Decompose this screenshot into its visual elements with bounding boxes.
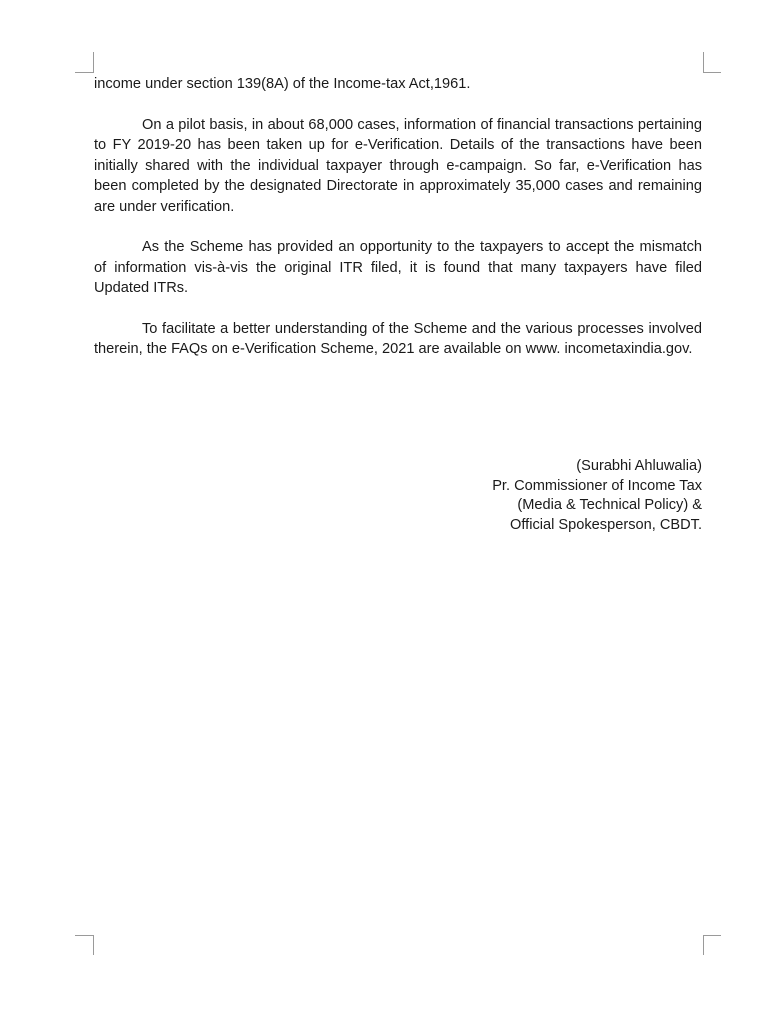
paragraph-pilot-basis: On a pilot basis, in about 68,000 cases, information of financial transactions pertaining to FY 2019-20 has been taken up for e-Verification. Details of the transactions have been initially shared with the individual taxpayer through e-campaign. So far, e-Verification has been completed by the designated Directorate in approximately 35,000 cases and remaining are under verification. [94, 116, 702, 215]
paragraph-updated-itrs: As the Scheme has provided an opportunity to the taxpayers to accept the mismatch of information vis-à-vis the original ITR filed, it is found that many taxpayers have filed Updated ITRs. [94, 239, 702, 296]
crop-mark-top-right [703, 72, 721, 73]
signatory-name: (Surabhi Ahluwalia) [576, 458, 702, 474]
signature-block [402, 457, 702, 535]
crop-mark-top-right [703, 52, 704, 72]
crop-mark-bottom-right [703, 935, 721, 936]
crop-mark-bottom-right [703, 935, 704, 955]
signatory-designation: (Media & Technical Policy) & [517, 497, 702, 513]
crop-mark-bottom-left [75, 935, 94, 936]
paragraph-continuation: income under section 139(8A) of the Income-tax Act,1961. [94, 76, 471, 92]
crop-mark-top-left [93, 52, 94, 72]
crop-mark-top-left [75, 72, 94, 73]
signatory-designation: Pr. Commissioner of Income Tax [492, 477, 702, 494]
crop-mark-bottom-left [93, 935, 94, 955]
paragraph-faqs: To facilitate a better understanding of the Scheme and the various processes involved therein, the FAQs on e-Verification Scheme, 2021 are available on www. incometaxindia.gov. [94, 320, 702, 357]
body-text [94, 74, 702, 380]
signatory-designation: Official Spokesperson, CBDT. [510, 516, 702, 533]
